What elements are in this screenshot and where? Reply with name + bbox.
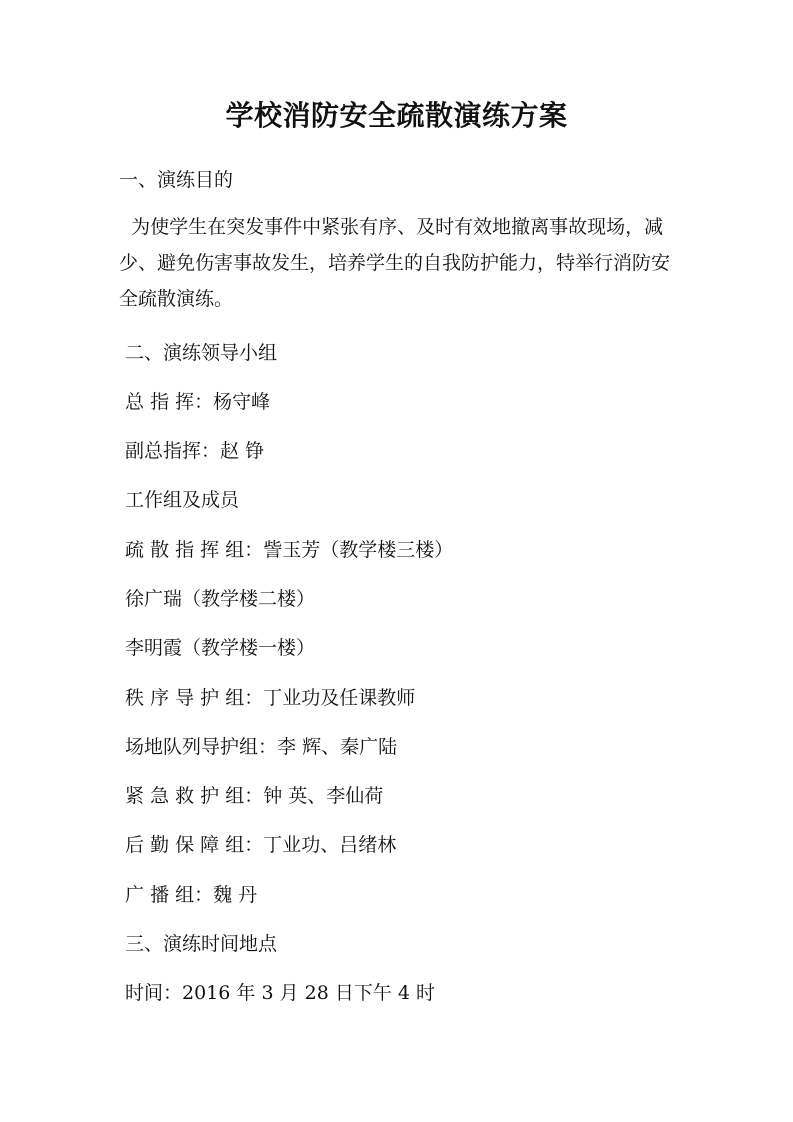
logistics-group-line: 后 勤 保 障 组：丁业功、吕绪林 [119, 834, 397, 856]
purpose-line-2: 少、避免伤害事故发生，培养学生的自我防护能力，特举行消防安 [119, 252, 671, 274]
purpose-line-1: 为使学生在突发事件中紧张有序、及时有效地撤离事故现场，减 [119, 216, 664, 238]
rescue-group-line: 紧 急 救 护 组：钟 英、李仙荷 [119, 785, 384, 807]
field-group-line: 场地队列导护组：李 辉、秦广陆 [119, 736, 398, 758]
time-line: 时间：2016 年 3 月 28 日下午 4 时 [119, 982, 436, 1004]
workgroups-heading: 工作组及成员 [119, 489, 240, 511]
purpose-paragraph [119, 209, 679, 317]
broadcast-group-line: 广 播 组：魏 丹 [119, 884, 258, 906]
purpose-line-3: 全疏散演练。 [119, 288, 234, 310]
evacuation-member-3-line: 李明霞（教学楼一楼） [119, 637, 316, 659]
section-heading-purpose: 一、演练目的 [119, 169, 234, 191]
commander-line: 总 指 挥：杨守峰 [119, 391, 271, 413]
section-heading-leadership: 二、演练领导小组 [119, 342, 278, 364]
deputy-commander-line: 副总指挥：赵 铮 [119, 440, 265, 462]
document-title: 学校消防安全疏散演练方案 [225, 99, 568, 132]
evacuation-group-line: 疏 散 指 挥 组：訾玉芳（教学楼三楼） [119, 539, 454, 561]
section-heading-time-place: 三、演练时间地点 [119, 933, 278, 955]
evacuation-member-2-line: 徐广瑞（教学楼二楼） [119, 588, 316, 610]
order-group-line: 秩 序 导 护 组：丁业功及任课教师 [119, 687, 416, 709]
